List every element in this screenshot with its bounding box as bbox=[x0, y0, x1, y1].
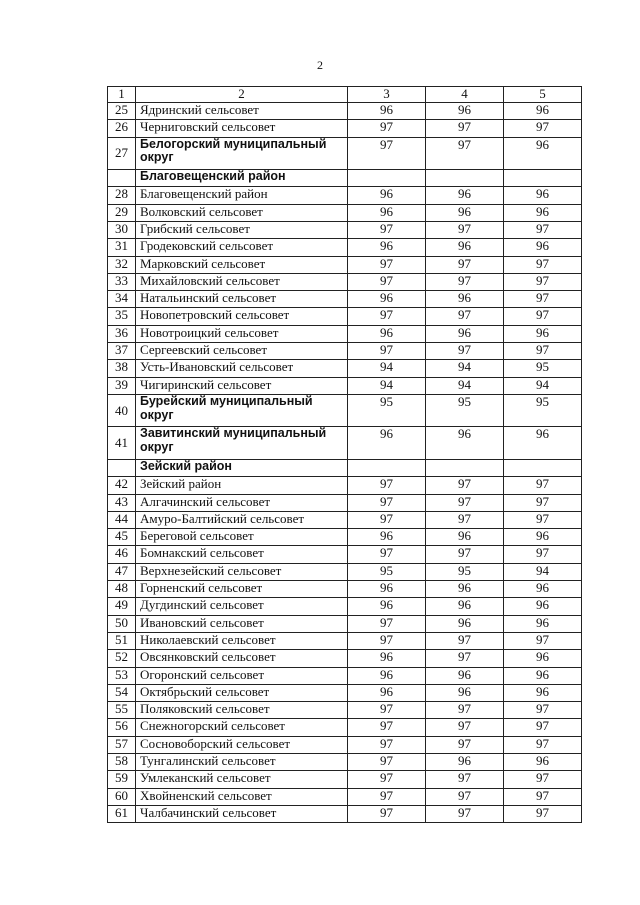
value-col-3: 96 bbox=[348, 650, 426, 667]
value-col-5: 96 bbox=[504, 427, 582, 460]
table-row bbox=[108, 529, 582, 546]
row-number: 26 bbox=[108, 120, 136, 137]
value-col-5: 96 bbox=[504, 598, 582, 615]
value-col-3: 97 bbox=[348, 546, 426, 563]
row-number: 27 bbox=[108, 137, 136, 170]
table-row bbox=[108, 256, 582, 273]
value-col-5: 96 bbox=[504, 187, 582, 204]
municipality-name: Ядринский сельсовет bbox=[136, 103, 348, 120]
municipality-name: Тунгалинский сельсовет bbox=[136, 754, 348, 771]
municipality-name: Огоронский сельсовет bbox=[136, 667, 348, 684]
value-col-4: 97 bbox=[426, 702, 504, 719]
row-number: 35 bbox=[108, 308, 136, 325]
value-cell bbox=[504, 170, 582, 187]
table-row bbox=[108, 308, 582, 325]
municipality-name: Овсянковский сельсовет bbox=[136, 650, 348, 667]
value-col-3: 94 bbox=[348, 360, 426, 377]
table-row bbox=[108, 221, 582, 238]
municipality-name: Сосновоборский сельсовет bbox=[136, 736, 348, 753]
value-col-4: 96 bbox=[426, 325, 504, 342]
row-number: 46 bbox=[108, 546, 136, 563]
value-col-5: 96 bbox=[504, 615, 582, 632]
value-col-5: 94 bbox=[504, 563, 582, 580]
section-title: Благовещенский район bbox=[136, 170, 348, 187]
header-row bbox=[108, 87, 582, 103]
value-cell bbox=[426, 459, 504, 476]
municipality-name: Умлеканский сельсовет bbox=[136, 771, 348, 788]
value-col-5: 97 bbox=[504, 771, 582, 788]
value-col-3: 96 bbox=[348, 239, 426, 256]
value-col-3: 97 bbox=[348, 256, 426, 273]
table-row bbox=[108, 667, 582, 684]
row-number: 51 bbox=[108, 632, 136, 649]
table-row bbox=[108, 103, 582, 120]
table-row bbox=[108, 494, 582, 511]
row-number: 37 bbox=[108, 343, 136, 360]
value-col-4: 97 bbox=[426, 632, 504, 649]
table-row bbox=[108, 771, 582, 788]
row-number: 31 bbox=[108, 239, 136, 256]
row-number: 36 bbox=[108, 325, 136, 342]
header-cell-3: 3 bbox=[348, 87, 426, 103]
value-col-4: 97 bbox=[426, 719, 504, 736]
value-col-4: 96 bbox=[426, 754, 504, 771]
value-col-4: 96 bbox=[426, 598, 504, 615]
value-col-5: 95 bbox=[504, 360, 582, 377]
results-table bbox=[107, 86, 582, 823]
value-col-3: 97 bbox=[348, 477, 426, 494]
value-col-3: 97 bbox=[348, 719, 426, 736]
value-col-3: 97 bbox=[348, 308, 426, 325]
value-col-4: 97 bbox=[426, 650, 504, 667]
municipality-name: Натальинский сельсовет bbox=[136, 291, 348, 308]
value-col-3: 97 bbox=[348, 632, 426, 649]
municipality-name: Николаевский сельсовет bbox=[136, 632, 348, 649]
value-col-4: 96 bbox=[426, 103, 504, 120]
value-col-5: 97 bbox=[504, 702, 582, 719]
section-title: Зейский район bbox=[136, 459, 348, 476]
municipality-name: Октябрьский сельсовет bbox=[136, 684, 348, 701]
municipality-name: Береговой сельсовет bbox=[136, 529, 348, 546]
value-col-5: 96 bbox=[504, 581, 582, 598]
value-col-4: 97 bbox=[426, 546, 504, 563]
row-number: 52 bbox=[108, 650, 136, 667]
value-col-4: 97 bbox=[426, 736, 504, 753]
value-col-3: 96 bbox=[348, 529, 426, 546]
value-col-5: 96 bbox=[504, 667, 582, 684]
value-col-3: 97 bbox=[348, 615, 426, 632]
row-number-cell bbox=[108, 459, 136, 476]
municipality-name: Верхнезейский сельсовет bbox=[136, 563, 348, 580]
value-col-3: 96 bbox=[348, 204, 426, 221]
table-row bbox=[108, 719, 582, 736]
value-col-4: 96 bbox=[426, 427, 504, 460]
value-col-4: 95 bbox=[426, 563, 504, 580]
table-row bbox=[108, 632, 582, 649]
value-col-4: 96 bbox=[426, 667, 504, 684]
value-col-4: 96 bbox=[426, 615, 504, 632]
value-col-4: 94 bbox=[426, 377, 504, 394]
value-col-4: 97 bbox=[426, 771, 504, 788]
value-col-5: 97 bbox=[504, 805, 582, 822]
municipality-name: Хвойненский сельсовет bbox=[136, 788, 348, 805]
value-cell bbox=[348, 459, 426, 476]
value-col-3: 97 bbox=[348, 736, 426, 753]
value-col-4: 97 bbox=[426, 256, 504, 273]
value-col-3: 96 bbox=[348, 684, 426, 701]
table-row bbox=[108, 615, 582, 632]
value-col-3: 96 bbox=[348, 427, 426, 460]
value-col-4: 94 bbox=[426, 360, 504, 377]
value-col-5: 97 bbox=[504, 632, 582, 649]
municipality-name: Зейский район bbox=[136, 477, 348, 494]
value-col-3: 97 bbox=[348, 137, 426, 170]
value-col-5: 96 bbox=[504, 204, 582, 221]
row-number: 48 bbox=[108, 581, 136, 598]
value-col-3: 95 bbox=[348, 563, 426, 580]
value-col-3: 97 bbox=[348, 343, 426, 360]
value-col-5: 97 bbox=[504, 291, 582, 308]
value-col-4: 96 bbox=[426, 529, 504, 546]
municipality-name: Бомнакский сельсовет bbox=[136, 546, 348, 563]
row-number: 40 bbox=[108, 394, 136, 427]
table-row bbox=[108, 204, 582, 221]
value-col-4: 97 bbox=[426, 788, 504, 805]
row-number: 56 bbox=[108, 719, 136, 736]
header-cell-5: 5 bbox=[504, 87, 582, 103]
table-row bbox=[108, 650, 582, 667]
value-col-4: 95 bbox=[426, 394, 504, 427]
table-row bbox=[108, 477, 582, 494]
municipality-name: Новопетровский сельсовет bbox=[136, 308, 348, 325]
value-col-3: 97 bbox=[348, 805, 426, 822]
municipality-name: Бурейский муниципальный округ bbox=[136, 394, 348, 427]
value-col-4: 97 bbox=[426, 494, 504, 511]
value-col-4: 96 bbox=[426, 684, 504, 701]
value-col-3: 95 bbox=[348, 394, 426, 427]
header-cell-1: 1 bbox=[108, 87, 136, 103]
value-col-5: 97 bbox=[504, 221, 582, 238]
table-row bbox=[108, 702, 582, 719]
value-col-5: 97 bbox=[504, 343, 582, 360]
table-row bbox=[108, 273, 582, 290]
table-row bbox=[108, 754, 582, 771]
municipality-name: Белогорский муниципальный округ bbox=[136, 137, 348, 170]
value-col-3: 97 bbox=[348, 494, 426, 511]
value-col-5: 97 bbox=[504, 511, 582, 528]
row-number: 54 bbox=[108, 684, 136, 701]
value-cell bbox=[504, 459, 582, 476]
value-col-3: 97 bbox=[348, 273, 426, 290]
value-col-5: 96 bbox=[504, 239, 582, 256]
value-col-5: 96 bbox=[504, 754, 582, 771]
row-number: 43 bbox=[108, 494, 136, 511]
row-number: 58 bbox=[108, 754, 136, 771]
row-number: 61 bbox=[108, 805, 136, 822]
value-col-5: 97 bbox=[504, 256, 582, 273]
row-number: 25 bbox=[108, 103, 136, 120]
value-col-5: 96 bbox=[504, 137, 582, 170]
table-row bbox=[108, 360, 582, 377]
value-col-4: 97 bbox=[426, 477, 504, 494]
header-cell-4: 4 bbox=[426, 87, 504, 103]
municipality-name: Благовещенский район bbox=[136, 187, 348, 204]
value-col-5: 97 bbox=[504, 308, 582, 325]
value-col-3: 96 bbox=[348, 103, 426, 120]
value-col-5: 96 bbox=[504, 103, 582, 120]
value-col-4: 97 bbox=[426, 221, 504, 238]
value-col-4: 97 bbox=[426, 273, 504, 290]
value-col-4: 97 bbox=[426, 343, 504, 360]
row-number: 49 bbox=[108, 598, 136, 615]
value-col-5: 97 bbox=[504, 736, 582, 753]
value-col-4: 96 bbox=[426, 581, 504, 598]
municipality-name: Амуро-Балтийский сельсовет bbox=[136, 511, 348, 528]
table-row bbox=[108, 581, 582, 598]
value-col-3: 96 bbox=[348, 325, 426, 342]
municipality-name: Горненский сельсовет bbox=[136, 581, 348, 598]
value-col-5: 97 bbox=[504, 719, 582, 736]
row-number: 55 bbox=[108, 702, 136, 719]
value-col-4: 97 bbox=[426, 137, 504, 170]
value-col-4: 96 bbox=[426, 187, 504, 204]
municipality-name: Новотроицкий сельсовет bbox=[136, 325, 348, 342]
table-row bbox=[108, 239, 582, 256]
table-row bbox=[108, 563, 582, 580]
municipality-name: Чигиринский сельсовет bbox=[136, 377, 348, 394]
value-cell bbox=[348, 170, 426, 187]
row-number: 44 bbox=[108, 511, 136, 528]
municipality-name: Грибский сельсовет bbox=[136, 221, 348, 238]
row-number: 57 bbox=[108, 736, 136, 753]
value-col-5: 96 bbox=[504, 684, 582, 701]
municipality-name: Марковский сельсовет bbox=[136, 256, 348, 273]
table-row bbox=[108, 736, 582, 753]
value-col-4: 96 bbox=[426, 291, 504, 308]
municipality-name: Волковский сельсовет bbox=[136, 204, 348, 221]
row-number: 47 bbox=[108, 563, 136, 580]
value-col-5: 96 bbox=[504, 529, 582, 546]
municipality-name: Ивановский сельсовет bbox=[136, 615, 348, 632]
value-col-5: 96 bbox=[504, 325, 582, 342]
header-cell-2: 2 bbox=[136, 87, 348, 103]
value-col-5: 94 bbox=[504, 377, 582, 394]
table-row bbox=[108, 598, 582, 615]
value-col-3: 97 bbox=[348, 788, 426, 805]
table-row bbox=[108, 377, 582, 394]
municipality-name: Чалбачинский сельсовет bbox=[136, 805, 348, 822]
row-number: 32 bbox=[108, 256, 136, 273]
value-col-3: 96 bbox=[348, 667, 426, 684]
row-number: 53 bbox=[108, 667, 136, 684]
municipality-name: Алгачинский сельсовет bbox=[136, 494, 348, 511]
table-row bbox=[108, 788, 582, 805]
page-number: 2 bbox=[317, 58, 323, 72]
value-cell bbox=[426, 170, 504, 187]
row-number: 45 bbox=[108, 529, 136, 546]
row-number-cell bbox=[108, 170, 136, 187]
value-col-5: 97 bbox=[504, 788, 582, 805]
table-row bbox=[108, 546, 582, 563]
table-row bbox=[108, 511, 582, 528]
municipality-name: Снежногорский сельсовет bbox=[136, 719, 348, 736]
value-col-3: 97 bbox=[348, 754, 426, 771]
table-row bbox=[108, 325, 582, 342]
value-col-3: 97 bbox=[348, 511, 426, 528]
value-col-3: 96 bbox=[348, 291, 426, 308]
table-row bbox=[108, 291, 582, 308]
table-row bbox=[108, 137, 582, 170]
row-number: 41 bbox=[108, 427, 136, 460]
table-row bbox=[108, 120, 582, 137]
value-col-3: 97 bbox=[348, 771, 426, 788]
value-col-5: 97 bbox=[504, 494, 582, 511]
municipality-name: Гродековский сельсовет bbox=[136, 239, 348, 256]
value-col-5: 96 bbox=[504, 650, 582, 667]
section-row bbox=[108, 170, 582, 187]
row-number: 42 bbox=[108, 477, 136, 494]
row-number: 50 bbox=[108, 615, 136, 632]
section-row bbox=[108, 459, 582, 476]
table-row bbox=[108, 684, 582, 701]
value-col-3: 96 bbox=[348, 187, 426, 204]
municipality-name: Черниговский сельсовет bbox=[136, 120, 348, 137]
municipality-name: Поляковский сельсовет bbox=[136, 702, 348, 719]
value-col-4: 97 bbox=[426, 308, 504, 325]
value-col-4: 97 bbox=[426, 120, 504, 137]
table-row bbox=[108, 187, 582, 204]
table-row bbox=[108, 805, 582, 822]
value-col-3: 97 bbox=[348, 120, 426, 137]
value-col-5: 95 bbox=[504, 394, 582, 427]
value-col-4: 96 bbox=[426, 204, 504, 221]
row-number: 34 bbox=[108, 291, 136, 308]
value-col-3: 96 bbox=[348, 581, 426, 598]
municipality-name: Михайловский сельсовет bbox=[136, 273, 348, 290]
value-col-4: 97 bbox=[426, 805, 504, 822]
table-row bbox=[108, 343, 582, 360]
value-col-3: 97 bbox=[348, 702, 426, 719]
value-col-4: 96 bbox=[426, 239, 504, 256]
table-row bbox=[108, 394, 582, 427]
value-col-4: 97 bbox=[426, 511, 504, 528]
row-number: 29 bbox=[108, 204, 136, 221]
municipality-name: Сергеевский сельсовет bbox=[136, 343, 348, 360]
row-number: 60 bbox=[108, 788, 136, 805]
value-col-5: 97 bbox=[504, 120, 582, 137]
municipality-name: Дугдинский сельсовет bbox=[136, 598, 348, 615]
row-number: 38 bbox=[108, 360, 136, 377]
row-number: 59 bbox=[108, 771, 136, 788]
row-number: 33 bbox=[108, 273, 136, 290]
value-col-5: 97 bbox=[504, 546, 582, 563]
value-col-3: 94 bbox=[348, 377, 426, 394]
table-row bbox=[108, 427, 582, 460]
row-number: 30 bbox=[108, 221, 136, 238]
row-number: 39 bbox=[108, 377, 136, 394]
value-col-5: 97 bbox=[504, 477, 582, 494]
value-col-3: 97 bbox=[348, 221, 426, 238]
row-number: 28 bbox=[108, 187, 136, 204]
value-col-3: 96 bbox=[348, 598, 426, 615]
value-col-5: 97 bbox=[504, 273, 582, 290]
municipality-name: Усть-Ивановский сельсовет bbox=[136, 360, 348, 377]
municipality-name: Завитинский муниципальный округ bbox=[136, 427, 348, 460]
